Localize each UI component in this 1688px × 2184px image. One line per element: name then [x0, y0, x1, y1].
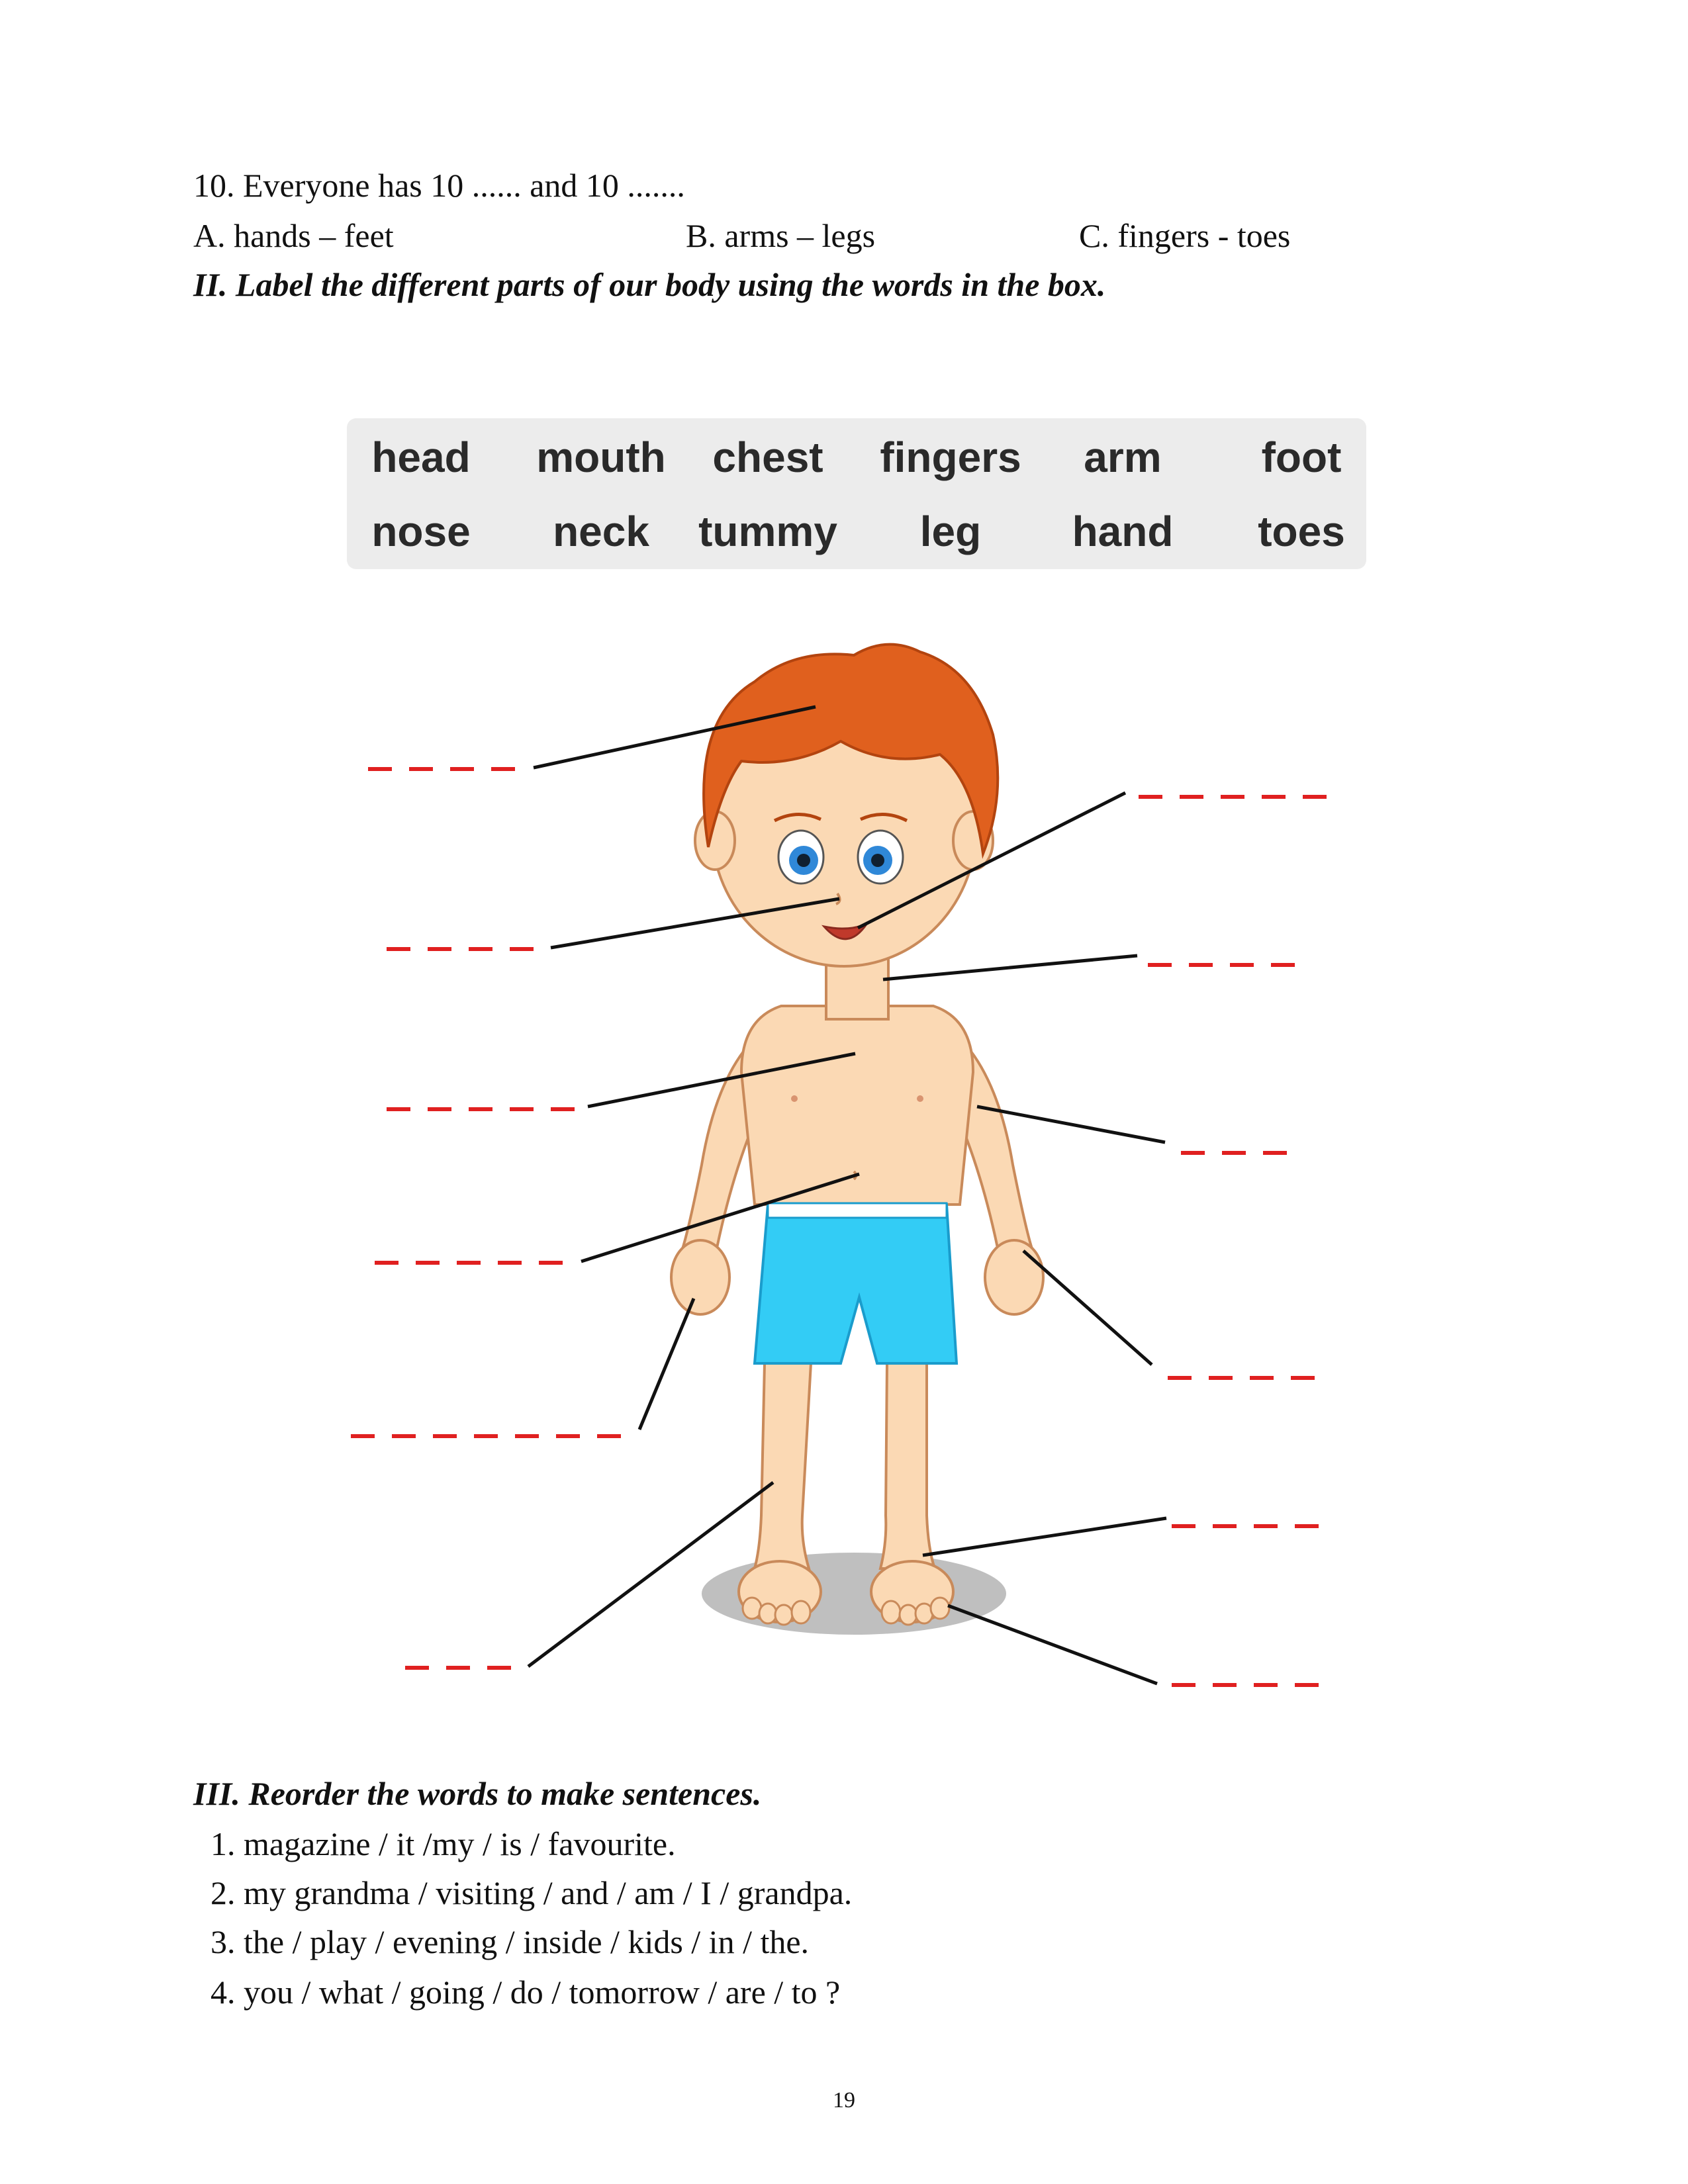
word-tummy: tummy: [698, 508, 837, 555]
question-10-stem: 10. Everyone has 10 ...... and 10 .......: [193, 167, 685, 204]
word-neck: neck: [553, 508, 649, 555]
word-nose: nose: [371, 508, 471, 555]
word-chest: chest: [712, 433, 823, 481]
word-fingers: fingers: [880, 433, 1021, 481]
reorder-item-4: 4. you / what / going / do / tomorrow / are / to ?: [211, 1974, 841, 2011]
section-2-title: II. Label the different parts of our body using the words in the box.: [193, 266, 1106, 303]
reorder-item-1: 1. magazine / it /my / is / favourite.: [211, 1825, 676, 1862]
page-number: 19: [833, 2088, 855, 2113]
word-leg: leg: [919, 508, 982, 555]
option-a: A. hands – feet: [193, 217, 394, 254]
option-b: B. arms – legs: [686, 217, 876, 254]
word-arm: arm: [1084, 433, 1162, 481]
reorder-item-3: 3. the / play / evening / inside / kids / in / the.: [211, 1923, 810, 1960]
option-c: C. fingers - toes: [1079, 217, 1291, 254]
reorder-item-2: 2. my grandma / visiting / and / am / I / grandpa.: [211, 1874, 853, 1911]
word-foot: foot: [1261, 433, 1342, 481]
word-mouth: mouth: [536, 433, 666, 481]
section-3-title: III. Reorder the words to make sentences.: [193, 1775, 762, 1812]
word-toes: toes: [1258, 508, 1345, 555]
word-hand: hand: [1072, 508, 1174, 555]
word-head: head: [371, 433, 471, 481]
boy-illustration: [671, 645, 1043, 1625]
